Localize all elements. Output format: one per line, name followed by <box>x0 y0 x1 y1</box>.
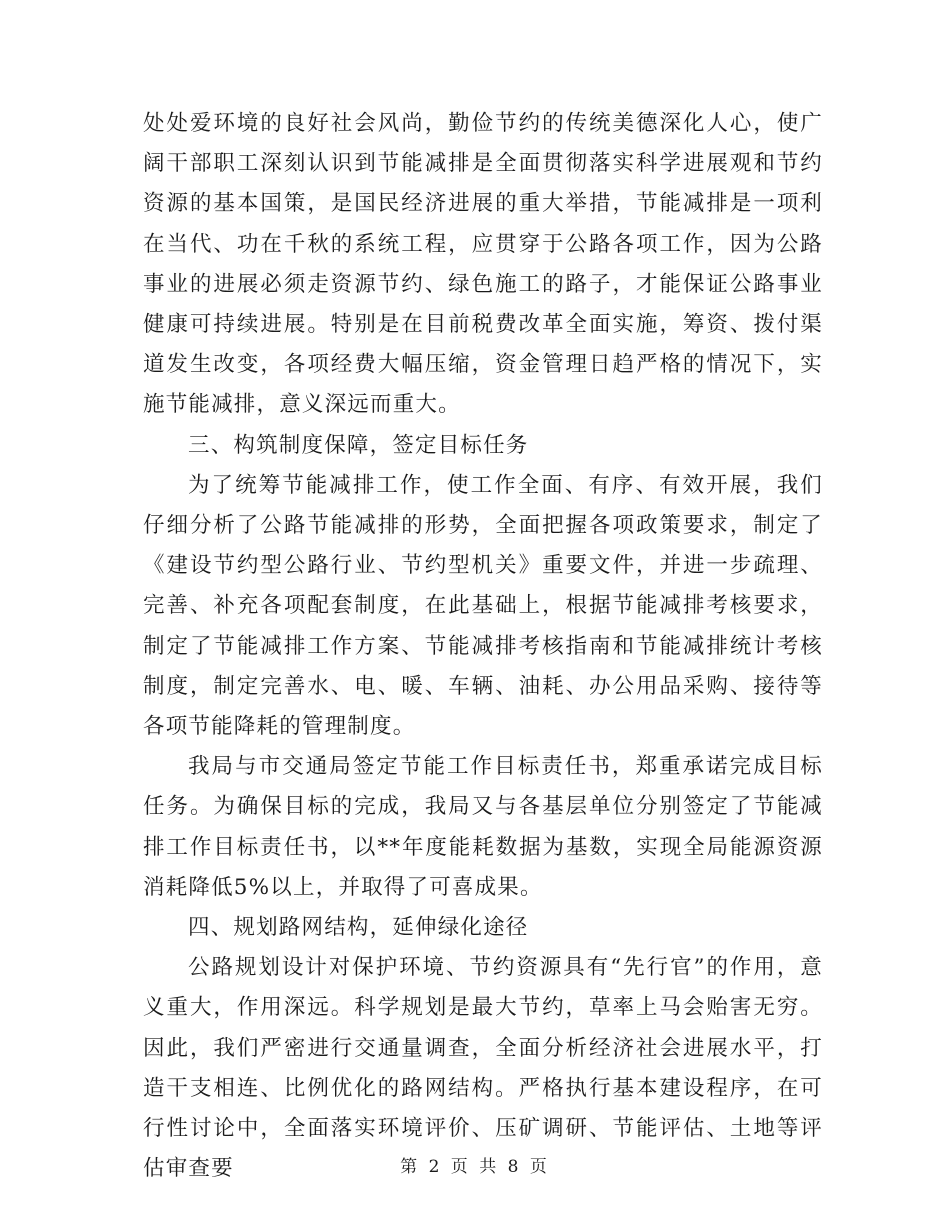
page-number-footer: 第 2 页 共 8 页 <box>400 1157 550 1177</box>
document-body <box>143 104 823 1189</box>
paragraph-system-building: 为了统筹节能减排工作，使工作全面、有序、有效开展，我们仔细分析了公路节能减排的形势，全面把握各项政策要求，制定了《建设节约型公路行业、节约型机关》重要文件，并进一步疏理、完善、补充各项配套制度，在此基础上，根据节能减排考核要求，制定了节能减排工作方案、节能减排考核指南和节能减排统计考核制度，制定完善水、电、暖、车辆、油耗、办公用品采购、接待等各项节能降耗的管理制度。 <box>143 472 823 740</box>
section-heading-4: 四、规划路网结构，延伸绿化途径 <box>188 915 529 941</box>
section-heading-3: 三、构筑制度保障，签定目标任务 <box>188 432 529 458</box>
paragraph-continuation: 处处爱环境的良好社会风尚，勤俭节约的传统美德深化人心，使广阔干部职工深刻认识到节能减排是全面贯彻落实科学进展观和节约资源的基本国策，是国民经济进展的重大举措，节能减排是一项利在当代、功在千秋的系统工程，应贯穿于公路各项工作，因为公路事业的进展必须走资源节约、绿色施工的路子，才能保证公路事业健康可持续进展。特别是在目前税费改革全面实施，筹资、拨付渠道发生改变，各项经费大幅压缩，资金管理日趋严格的情况下，实施节能减排，意义深远而重大。 <box>143 111 823 418</box>
paragraph-road-planning: 公路规划设计对保护环境、节约资源具有“先行官”的作用，意义重大，作用深远。科学规划是最大节约，草率上马会贻害无穷。因此，我们严密进行交通量调查，全面分析经济社会进展水平，打造干支相连、比例优化的路网结构。严格执行基本建设程序，在可行性讨论中，全面落实环境评价、压矿调研、节能评估、土地等评估审查要 <box>143 955 823 1182</box>
paragraph-target-responsibility: 我局与市交通局签定节能工作目标责任书，郑重承诺完成目标任务。为确保目标的完成，我局又与各基层单位分别签定了节能减排工作目标责任书，以**年度能耗数据为基数，实现全局能源资源消耗降低5%以上，并取得了可喜成果。 <box>143 754 823 900</box>
